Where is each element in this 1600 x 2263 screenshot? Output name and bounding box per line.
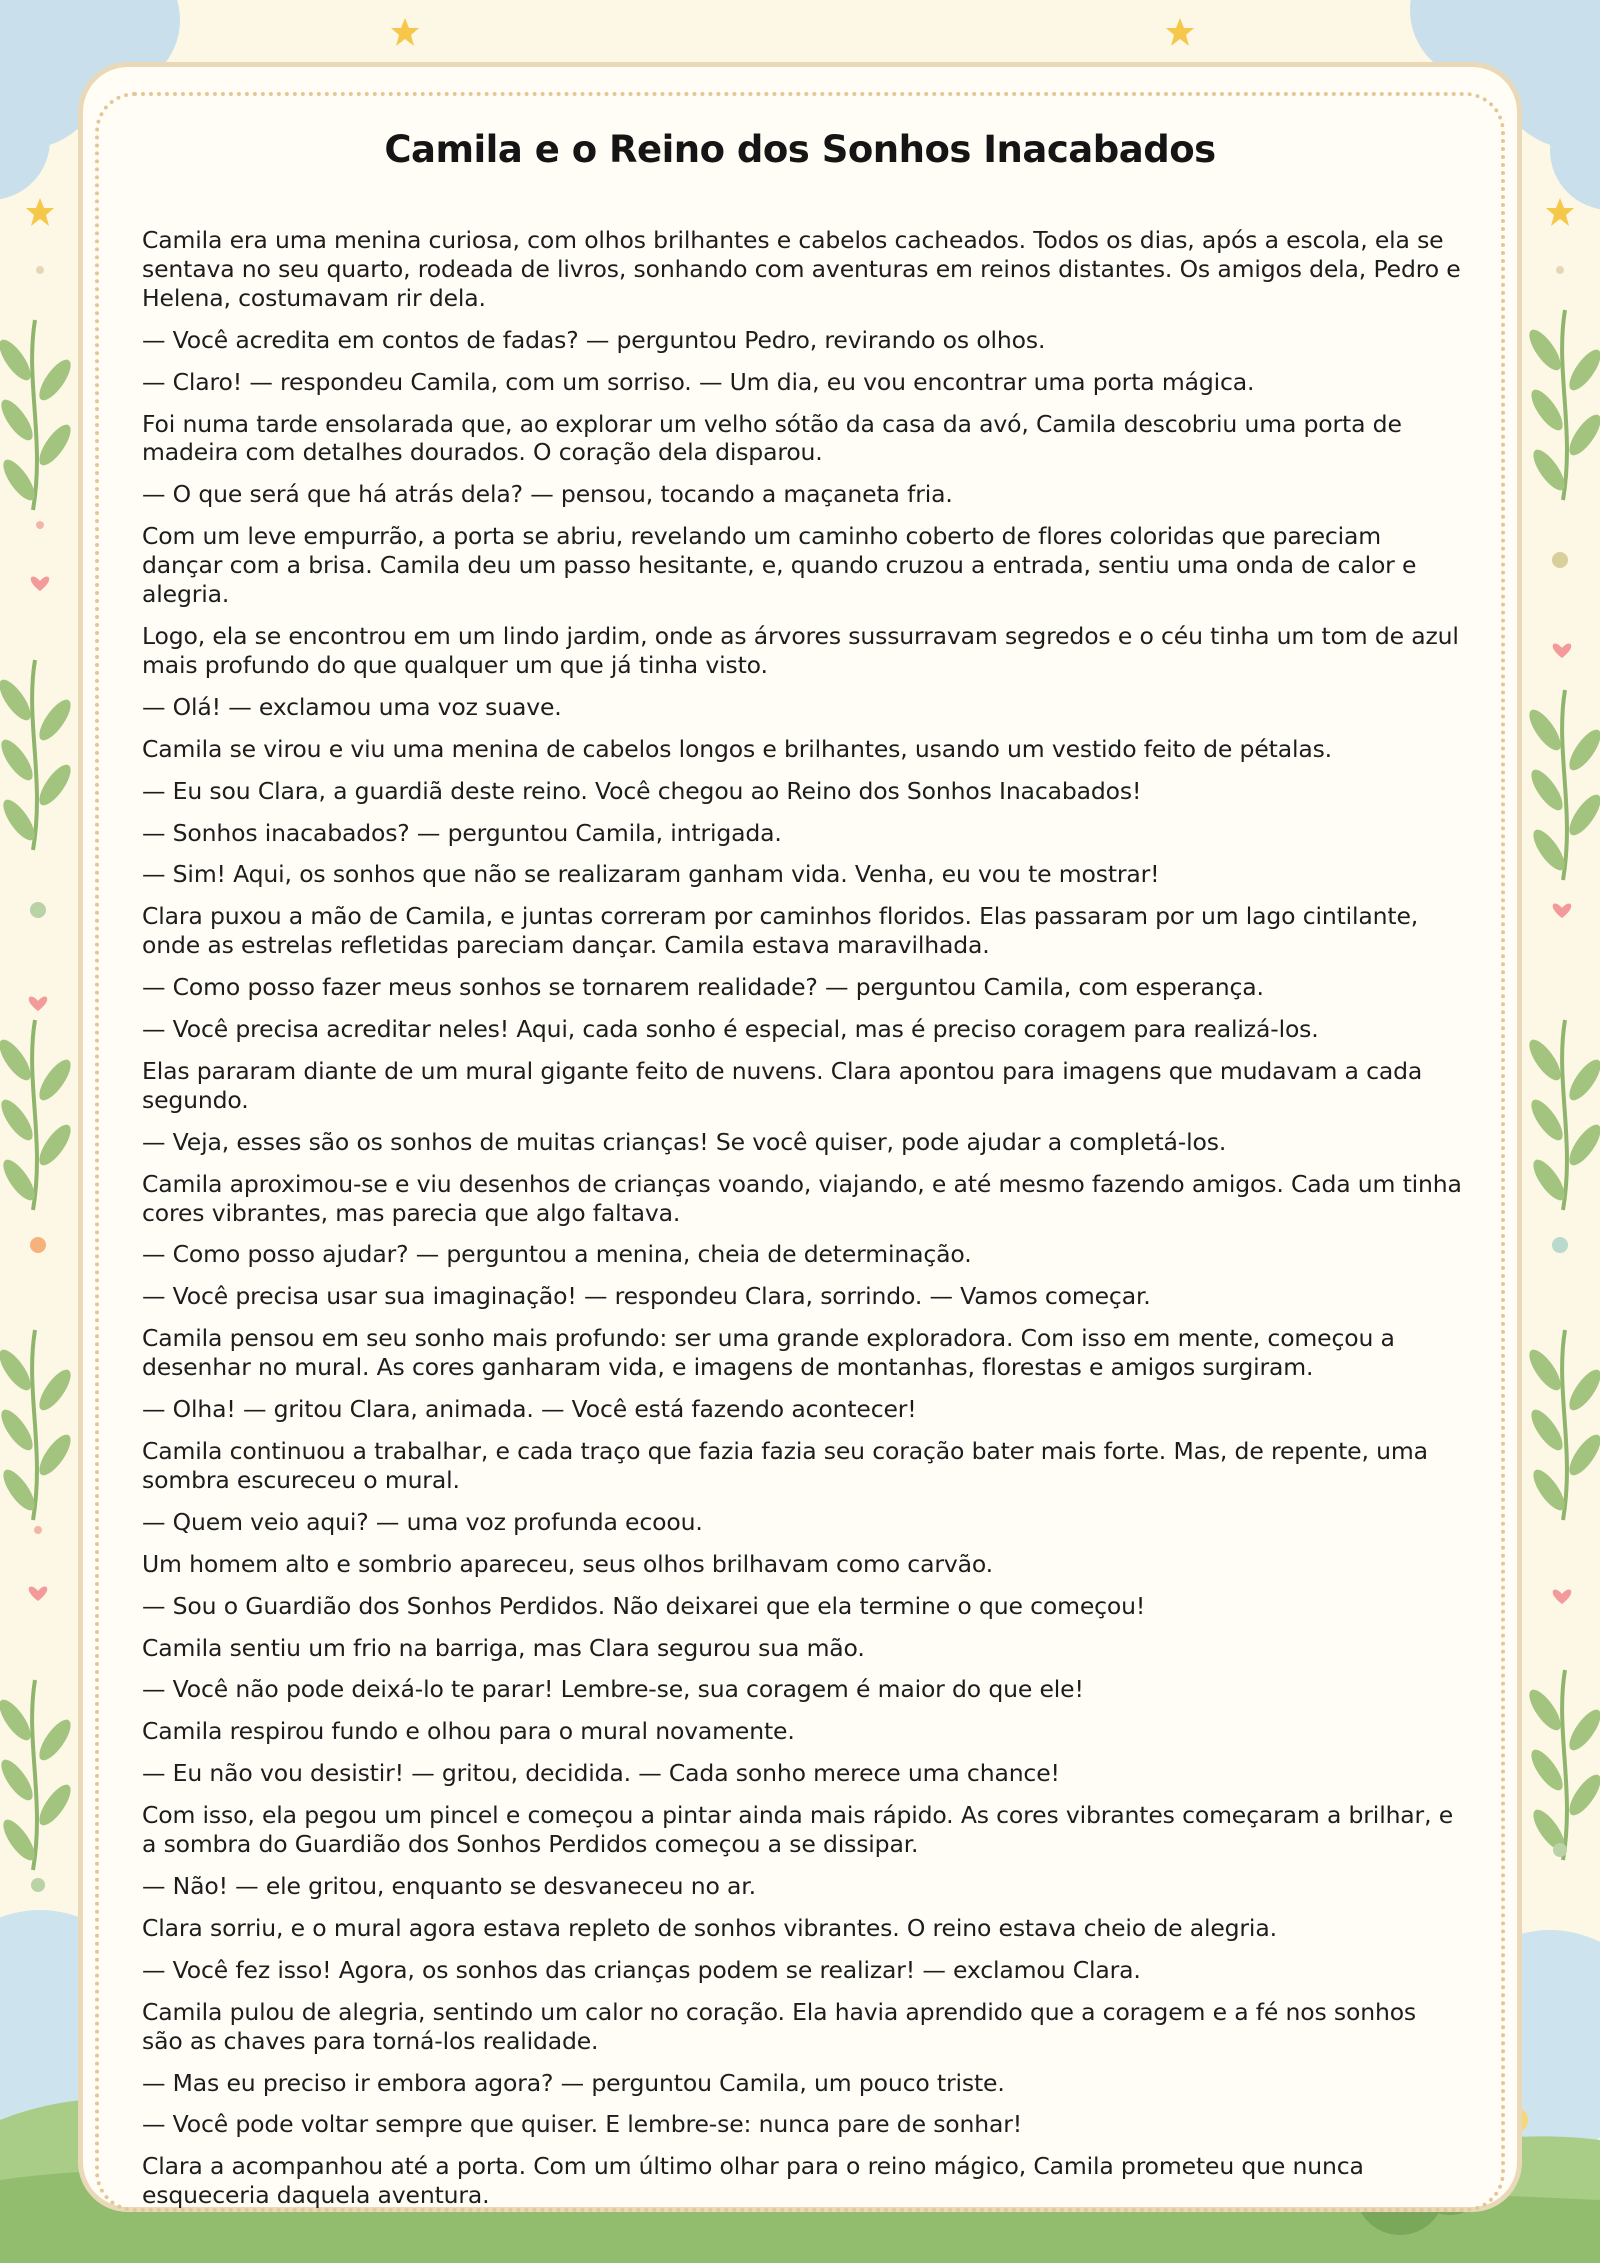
story-paragraph: Camila aproximou-se e viu desenhos de crianças voando, viajando, e até mesmo fazendo amigos. Cada um tinha cores vibrantes, mas parecia que algo faltava. — [142, 1169, 1462, 1227]
story-paragraph: Camila se virou e viu uma menina de cabelos longos e brilhantes, usando um vestido feito de pétalas. — [142, 734, 1332, 763]
story-paragraph: — Você fez isso! Agora, os sonhos das crianças podem se realizar! — exclamou Clara. — [142, 1955, 1141, 1984]
story-paragraph: — Sou o Guardião dos Sonhos Perdidos. Não deixarei que ela termine o que começou! — [142, 1591, 1146, 1620]
story-title: Camila e o Reino dos Sonhos Inacabados — [384, 128, 1216, 171]
story-paragraph: — Sonhos inacabados? — perguntou Camila, intrigada. — [142, 818, 782, 847]
story-paragraph: — Não! — ele gritou, enquanto se desvaneceu no ar. — [142, 1871, 756, 1900]
story-paragraph: — Mas eu preciso ir embora agora? — perguntou Camila, um pouco triste. — [142, 2068, 1005, 2097]
story-paragraph: Camila pensou em seu sonho mais profundo: ser uma grande exploradora. Com isso em mente, começou a desenhar no mural. As cores ganharam vida, e imagens de montanhas, florestas e amigos surgiram. — [142, 1324, 1395, 1382]
story-paragraph: Camila sentiu um frio na barriga, mas Clara segurou sua mão. — [142, 1633, 865, 1662]
story-paragraph: — Olha! — gritou Clara, animada. — Você está fazendo acontecer! — [142, 1395, 917, 1424]
story-paragraph: Camila pulou de alegria, sentindo um calor no coração. Ela havia aprendido que a coragem e a fé nos sonhos são as chaves para torná-los realidade. — [142, 1997, 1417, 2055]
story-paragraph: — Claro! — respondeu Camila, com um sorriso. — Um dia, eu vou encontrar uma porta mágica. — [142, 367, 1255, 396]
story-paragraph: Clara sorriu, e o mural agora estava repleto de sonhos vibrantes. O reino estava cheio de alegria. — [142, 1913, 1277, 1942]
story-paragraph: — Veja, esses são os sonhos de muitas crianças! Se você quiser, pode ajudar a completá-los. — [142, 1127, 1227, 1156]
story-paragraph: Clara puxou a mão de Camila, e juntas correram por caminhos floridos. Elas passaram por um lago cintilante, onde as estrelas refletidas pareciam dançar. Camila estava maravilhada. — [142, 902, 1419, 960]
leaf-branch-icon — [0, 320, 76, 510]
story-paragraph: — Olá! — exclamou uma voz suave. — [142, 692, 562, 721]
story-paragraph: — Eu sou Clara, a guardiã deste reino. Você chegou ao Reino dos Sonhos Inacabados! — [142, 776, 1142, 805]
story-paragraph: — Sim! Aqui, os sonhos que não se realizaram ganham vida. Venha, eu vou te mostrar! — [142, 860, 1160, 889]
story-paragraph: Foi numa tarde ensolarada que, ao explorar um velho sótão da casa da avó, Camila descobriu uma porta de madeira com detalhes dourados. O coração dela disparou. — [142, 409, 1402, 467]
story-paragraph: Camila era uma menina curiosa, com olhos brilhantes e cabelos cacheados. Todos os dias, após a escola, ela se sentava no seu quarto, rodeada de livros, sonhando com aventuras em reinos distantes. Os amigos dela, Pedro e Helena, costumavam rir dela. — [142, 226, 1461, 312]
story-paragraph: — Eu não vou desistir! — gritou, decidida. — Cada sonho merece uma chance! — [142, 1759, 1060, 1788]
story-paragraph: — Você pode voltar sempre que quiser. E lembre-se: nunca pare de sonhar! — [142, 2110, 1023, 2139]
story-paragraph: Com um leve empurrão, a porta se abriu, revelando um caminho coberto de flores coloridas que pareciam dançar com a brisa. Camila deu um passo hesitante, e, quando cruzou a entrada, sentiu uma onda de calor e alegria. — [142, 522, 1417, 609]
story-paragraph: Logo, ela se encontrou em um lindo jardim, onde as árvores sussurravam segredos e o céu tinha um tom de azul mais profundo do que qualquer um que já tinha visto. — [142, 621, 1459, 679]
story-paragraph: — Você precisa usar sua imaginação! — respondeu Clara, sorrindo. — Vamos começar. — [142, 1282, 1151, 1311]
story-paragraph: — Você precisa acreditar neles! Aqui, cada sonho é especial, mas é preciso coragem para realizá-los. — [142, 1015, 1319, 1044]
story-paragraph: — Quem veio aqui? — uma voz profunda ecoou. — [142, 1507, 703, 1536]
story-paragraph: Camila continuou a trabalhar, e cada traço que fazia fazia seu coração bater mais forte. Mas, de repente, uma sombra escureceu o mural. — [142, 1437, 1428, 1494]
story-paragraph: Camila respirou fundo e olhou para o mural novamente. — [142, 1717, 795, 1746]
story-paragraph: Elas pararam diante de um mural gigante feito de nuvens. Clara apontou para imagens que mudavam a cada segundo. — [142, 1056, 1423, 1114]
story-paragraph: — O que será que há atrás dela? — pensou, tocando a maçaneta fria. — [142, 480, 953, 509]
story-paragraph: Com isso, ela pegou um pincel e começou a pintar ainda mais rápido. As cores vibrantes começaram a brilhar, e a sombra do Guardião dos Sonhos Perdidos começou a se dissipar. — [142, 1801, 1454, 1859]
story-paragraph: — Como posso fazer meus sonhos se tornarem realidade? — perguntou Camila, com esperança. — [142, 973, 1264, 1002]
story-paragraph: Um homem alto e sombrio apareceu, seus olhos brilhavam como carvão. — [142, 1549, 993, 1578]
story-paragraph: — Você não pode deixá-lo te parar! Lembre-se, sua coragem é maior do que ele! — [142, 1675, 1084, 1704]
story-body — [142, 226, 1462, 2223]
story-paragraph: — Como posso ajudar? — perguntou a menina, cheia de determinação. — [142, 1240, 972, 1269]
story-paragraph: — Você acredita em contos de fadas? — perguntou Pedro, revirando os olhos. — [142, 325, 1046, 354]
story-paragraph: Clara a acompanhou até a porta. Com um último olhar para o reino mágico, Camila prometeu que nunca esqueceria daquela aventura. — [142, 2152, 1364, 2210]
